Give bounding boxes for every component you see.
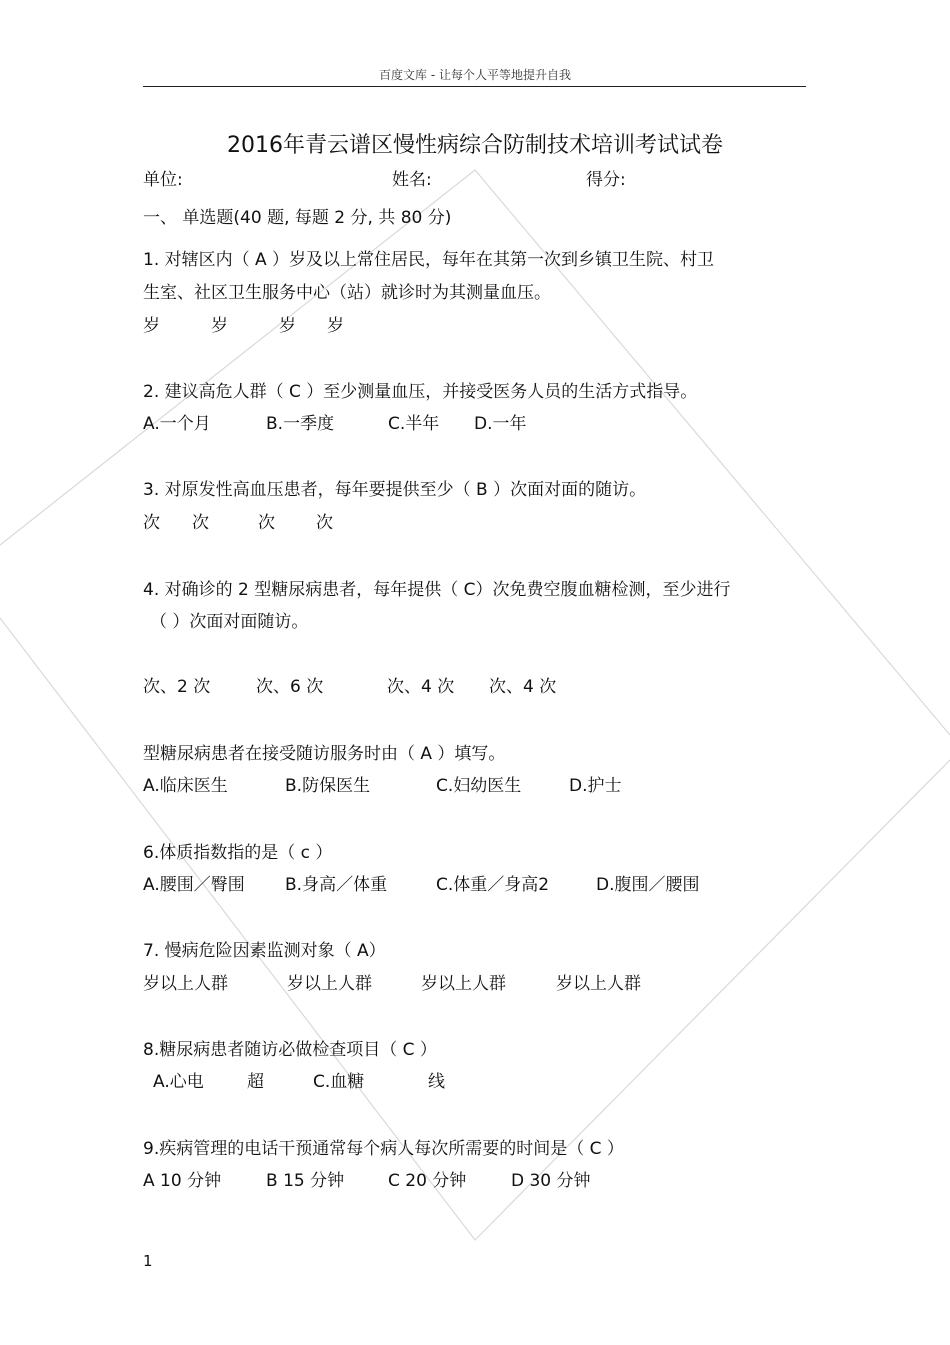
q4-option-d: 次、4 次 xyxy=(489,677,557,697)
q1-stem-line2: 生室、社区卫生服务中心（站）就诊时为其测量血压。 xyxy=(143,283,551,303)
q2-option-d: D.一年 xyxy=(474,414,527,434)
q7-stem: 7. 慢病危险因素监测对象（ A） xyxy=(143,941,386,961)
q5-stem: 型糖尿病患者在接受随访服务时由（ A ）填写。 xyxy=(143,744,506,764)
q5-option-c: C.妇幼医生 xyxy=(436,776,522,796)
q3-option-b: 次 xyxy=(192,513,209,533)
q8-option-a: A.心电 xyxy=(153,1072,204,1092)
header-rule xyxy=(143,86,806,87)
q2-option-c: C.半年 xyxy=(388,414,440,434)
q9-option-d: D 30 分钟 xyxy=(511,1171,591,1191)
q4-option-c: 次、4 次 xyxy=(387,677,455,697)
q6-stem: 6.体质指数指的是（ c ） xyxy=(143,843,333,863)
score-label: 得分: xyxy=(586,170,626,190)
q3-option-c: 次 xyxy=(258,513,275,533)
q1-option-a: 岁 xyxy=(143,316,160,336)
q7-option-c: 岁以上人群 xyxy=(421,974,506,994)
name-label: 姓名: xyxy=(392,170,432,190)
q5-option-d: D.护士 xyxy=(569,776,622,796)
q7-option-d: 岁以上人群 xyxy=(556,974,641,994)
q7-option-b: 岁以上人群 xyxy=(287,974,372,994)
q5-option-b: B.防保医生 xyxy=(285,776,371,796)
q8-option-b: 超 xyxy=(247,1072,264,1092)
q6-option-d: D.腹围／腰围 xyxy=(596,875,700,895)
q9-option-b: B 15 分钟 xyxy=(266,1171,345,1191)
q8-stem: 8.糖尿病患者随访必做检查项目（ C ） xyxy=(143,1040,437,1060)
q1-option-b: 岁 xyxy=(211,316,228,336)
q7-option-a: 岁以上人群 xyxy=(143,974,228,994)
q8-option-c: C.血糖 xyxy=(313,1072,365,1092)
q4-option-a: 次、2 次 xyxy=(143,677,211,697)
q1-option-c: 岁 xyxy=(279,316,296,336)
q9-option-a: A 10 分钟 xyxy=(143,1171,222,1191)
q4-option-b: 次、6 次 xyxy=(256,677,324,697)
section-heading: 一、 单选题(40 题, 每题 2 分, 共 80 分) xyxy=(143,208,452,228)
q3-stem: 3. 对原发性高血压患者，每年要提供至少（ B ）次面对面的随访。 xyxy=(143,480,647,500)
q2-stem: 2. 建议高危人群（ C ）至少测量血压，并接受医务人员的生活方式指导。 xyxy=(143,382,698,402)
unit-label: 单位: xyxy=(143,170,183,190)
q6-option-c: C.体重／身高2 xyxy=(436,875,550,895)
exam-title: 2016年青云谱区慢性病综合防制技术培训考试试卷 xyxy=(227,133,723,158)
page-header: 百度文库 - 让每个人平等地提升自我 xyxy=(379,68,571,82)
q2-option-b: B.一季度 xyxy=(266,414,335,434)
q1-option-d: 岁 xyxy=(327,316,344,336)
q3-option-d: 次 xyxy=(316,513,333,533)
q9-option-c: C 20 分钟 xyxy=(388,1171,467,1191)
q9-stem: 9.疾病管理的电话干预通常每个病人每次所需要的时间是（ C ） xyxy=(143,1139,624,1159)
q6-option-b: B.身高／体重 xyxy=(285,875,388,895)
q6-option-a: A.腰围／臀围 xyxy=(143,875,245,895)
q4-stem-line1: 4. 对确诊的 2 型糖尿病患者，每年提供（ C）次免费空腹血糖检测，至少进行 xyxy=(143,580,731,600)
q5-option-a: A.临床医生 xyxy=(143,776,228,796)
q2-option-a: A.一个月 xyxy=(143,414,211,434)
page-number: 1 xyxy=(143,1252,153,1270)
q1-stem-line1: 1. 对辖区内（ A ）岁及以上常住居民，每年在其第一次到乡镇卫生院、村卫 xyxy=(143,250,715,270)
q4-stem-line2: （ ）次面对面随访。 xyxy=(150,612,309,632)
q8-option-d: 线 xyxy=(428,1072,445,1092)
q3-option-a: 次 xyxy=(143,513,160,533)
